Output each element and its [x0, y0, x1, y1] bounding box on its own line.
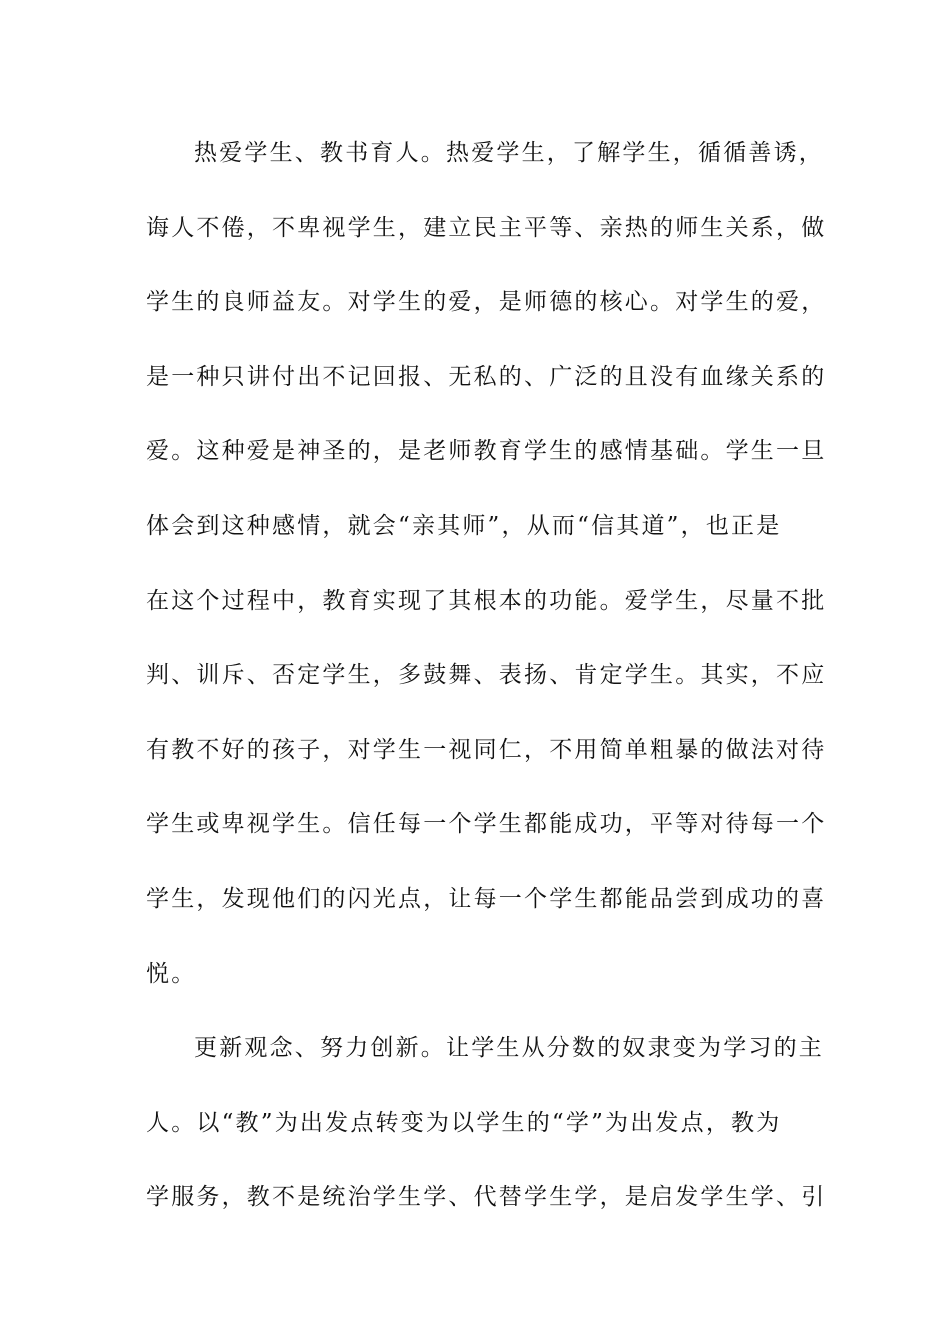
paragraph-1-line-11: 学生，发现他们的闪光点，让每一个学生都能品尝到成功的喜	[146, 885, 827, 912]
paragraph-1-line-7: 在这个过程中，教育实现了其根本的功能。爱学生，尽量不批	[146, 587, 827, 614]
paragraph-1-line-2: 诲人不倦，不卑视学生，建立民主平等、亲热的师生关系，做	[146, 214, 827, 241]
paragraph-1-line-3: 学生的良师益友。对学生的爱，是师德的核心。对学生的爱，	[146, 289, 827, 316]
paragraph-1-line-12: 悦。	[146, 960, 197, 987]
body-text	[146, 133, 827, 1252]
paragraph-1-line-6: 体会到这种感情，就会“亲其师”，从而“信其道”，也正是	[146, 512, 782, 539]
paragraph-2-line-2: 人。以“教”为出发点转变为以学生的“学”为出发点，教为	[146, 1109, 782, 1136]
paragraph-1-line-9: 有教不好的孩子，对学生一视同仁，不用简单粗暴的做法对待	[146, 736, 827, 763]
paragraph-1-line-8: 判、训斥、否定学生，多鼓舞、表扬、肯定学生。其实，不应	[146, 662, 827, 689]
paragraph-1-line-10: 学生或卑视学生。信任每一个学生都能成功，平等对待每一个	[146, 811, 827, 838]
paragraph-2-line-3: 学服务，教不是统治学生学、代替学生学，是启发学生学、引	[146, 1184, 827, 1211]
paragraph-2-line-1: 更新观念、努力创新。让学生从分数的奴隶变为学习的主	[194, 1035, 824, 1062]
paragraph-1-line-4: 是一种只讲付出不记回报、无私的、广泛的且没有血缘关系的	[146, 363, 827, 390]
paragraph-1-line-5: 爱。这种爱是神圣的，是老师教育学生的感情基础。学生一旦	[146, 438, 827, 465]
paragraph-1-line-1: 热爱学生、教书育人。热爱学生，了解学生，循循善诱，	[194, 140, 824, 166]
